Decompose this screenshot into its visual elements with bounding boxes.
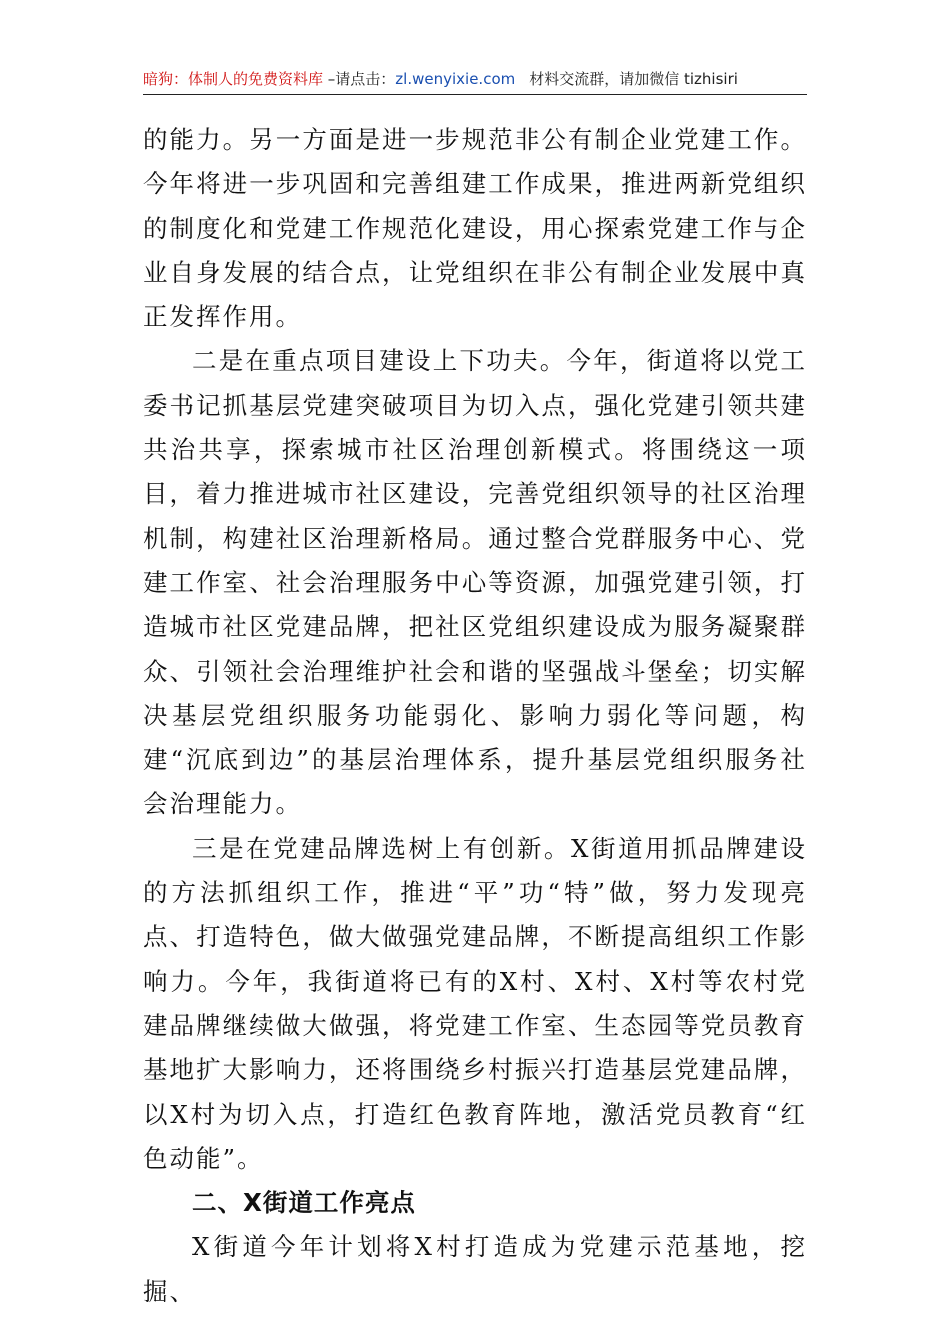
header-url-link[interactable]: zl.wenyixie.com: [395, 70, 516, 88]
header-wechat-note: 材料交流群，请加微信 tizhisiri: [529, 70, 738, 88]
paragraph-party-brand: 三是在党建品牌选树上有创新。X街道用抓品牌建设的方法抓组织工作，推进“平”功“特”做，努力发现亮点、打造特色，做大做强党建品牌，不断提高组织工作影响力。今年，我街道将已有的X村、X村、X村等农村党建品牌继续做大做强，将党建工作室、生态园等党员教育基地扩大影响力，还将围绕乡村振兴打造基层党建品牌，以X村为切入点，打造红色教育阵地，激活党员教育“红色动能”。: [143, 833, 807, 1173]
section-heading: 二、X街道工作亮点: [192, 1188, 416, 1218]
header-brand: 暗狗：体制人的免费资料库: [143, 70, 324, 88]
paragraph-continuation: 的能力。另一方面是进一步规范非公有制企业党建工作。今年将进一步巩固和完善组建工作成果，推进两新党组织的制度化和党建工作规范化建设，用心探索党建工作与企业自身发展的结合点，让党组织在非公有制企业发展中真正发挥作用。: [143, 125, 807, 332]
document-body: [143, 118, 807, 1314]
header-click-prompt: –请点击：: [323, 70, 396, 88]
paragraph-key-projects: 二是在重点项目建设上下功夫。今年，街道将以党工委书记抓基层党建突破项目为切入点，强化党建引领共建共治共享，探索城市社区治理创新模式。将围绕这一项目，着力推进城市社区建设，完善党组织领导的社区治理机制，构建社区治理新格局。通过整合党群服务中心、党建工作室、社会治理服务中心等资源，加强党建引领，打造城市社区党建品牌，把社区党组织建设成为服务凝聚群众、引领社会治理维护社会和谐的坚强战斗堡垒；切实解决基层党组织服务功能弱化、影响力弱化等问题，构建“沉底到边”的基层治理体系，提升基层党组织服务社会治理能力。: [143, 346, 807, 819]
page-header: [143, 66, 807, 95]
paragraph-highlights: X街道今年计划将X村打造成为党建示范基地，挖掘、: [143, 1232, 807, 1306]
